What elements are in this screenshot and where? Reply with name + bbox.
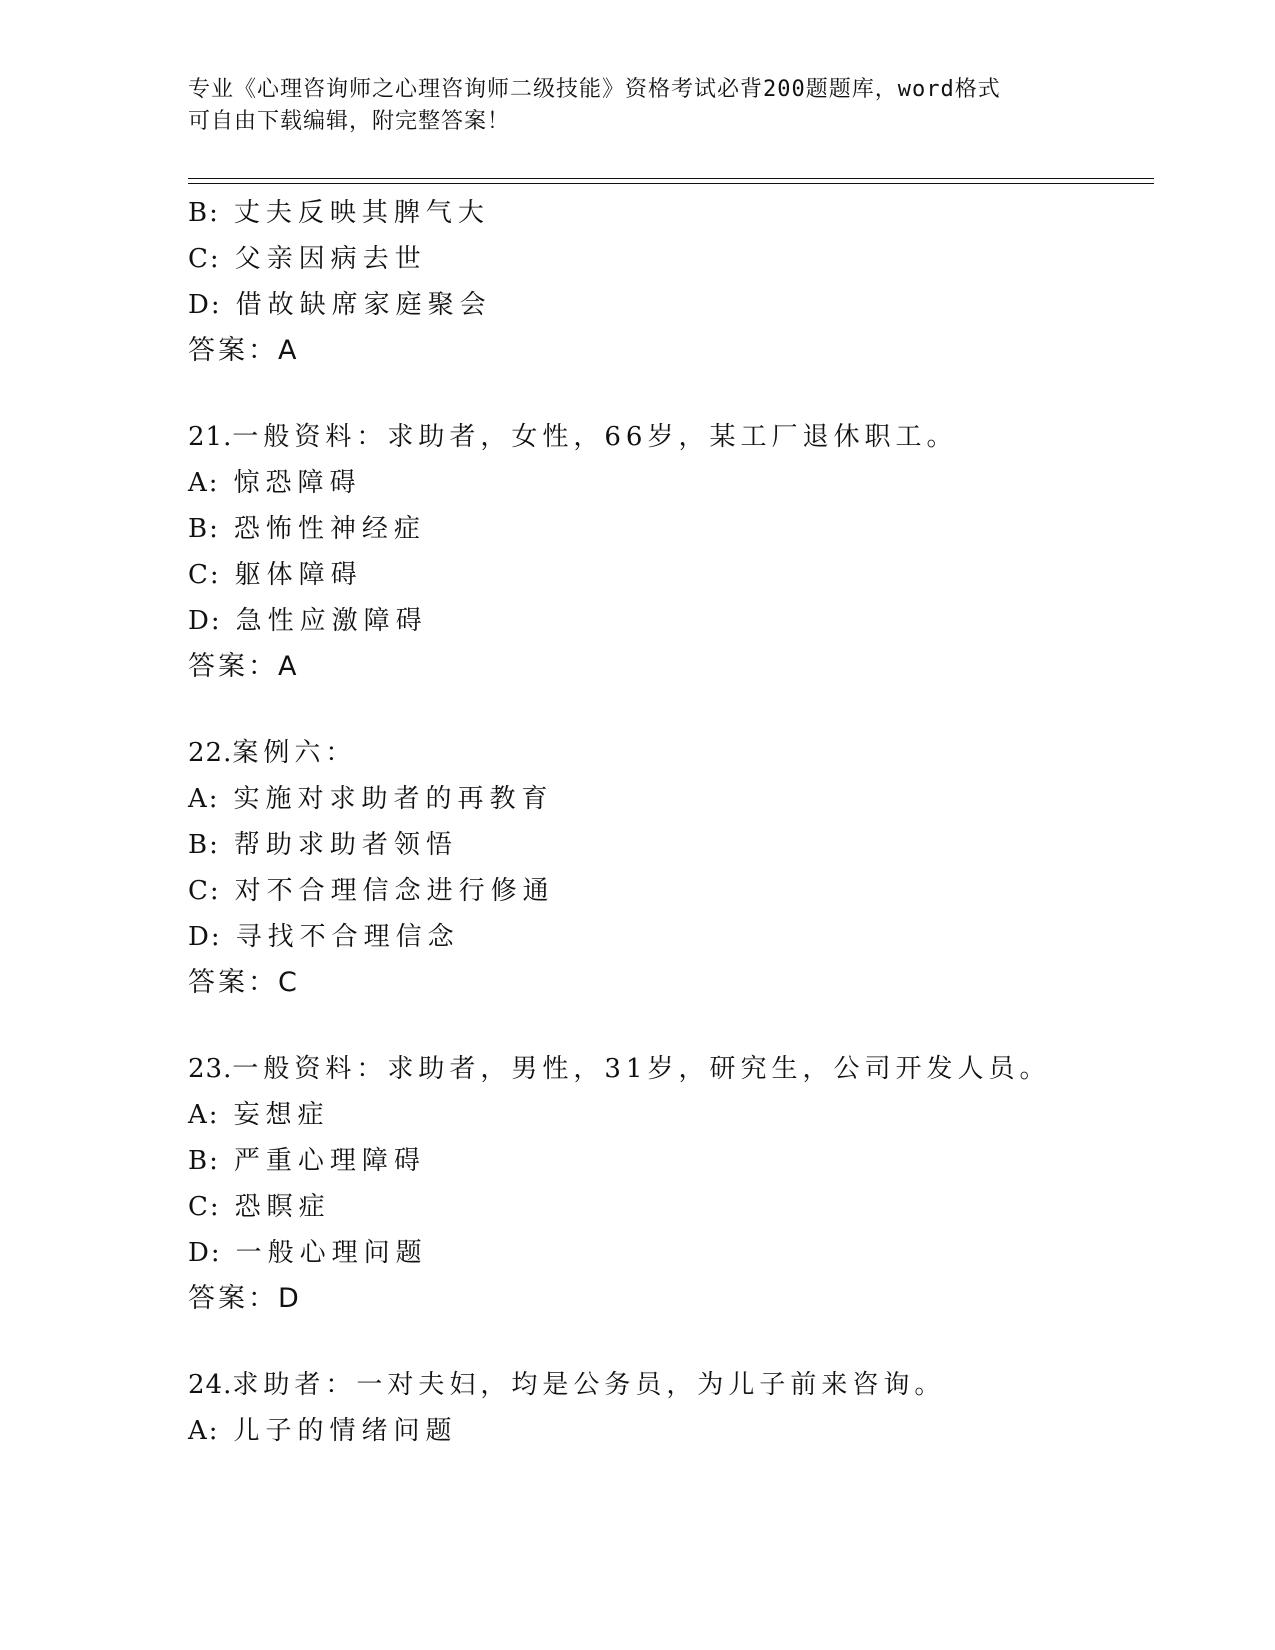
answer-line: 答案：C (188, 967, 300, 998)
question-stem: 21.一般资料：求助者，女性，66岁，某工厂退休职工。 (188, 422, 958, 452)
question-block-23 (188, 1046, 1154, 1322)
answer-line: 答案：A (188, 651, 300, 682)
question-stem: 24.求助者：一对夫妇，均是公务员，为儿子前来咨询。 (188, 1370, 946, 1400)
question-block-22 (188, 730, 1154, 1006)
option-c: C: 躯体障碍 (188, 560, 363, 590)
option-b: B: 恐怖性神经症 (188, 514, 426, 544)
option-c: C: 恐瞑症 (188, 1192, 331, 1222)
option-b: B: 丈夫反映其脾气大 (188, 198, 490, 228)
header-line-1: 专业《心理咨询师之心理咨询师二级技能》资格考试必背200题题库，word格式 (188, 77, 1001, 102)
option-a: A: 儿子的情绪问题 (188, 1416, 458, 1446)
question-block-prev (188, 190, 1154, 374)
option-d: D: 寻找不合理信念 (188, 922, 460, 952)
option-c: C: 父亲因病去世 (188, 244, 427, 274)
page-header (188, 74, 1088, 138)
question-stem: 22.案例六： (188, 738, 357, 768)
option-b: B: 帮助求助者领悟 (188, 830, 458, 860)
question-block-21 (188, 414, 1154, 690)
answer-line: 答案：A (188, 335, 300, 366)
header-line-2: 可自由下载编辑，附完整答案！ (188, 109, 511, 134)
option-d: D: 一般心理问题 (188, 1238, 428, 1268)
option-d: D: 借故缺席家庭聚会 (188, 290, 492, 320)
question-list (188, 190, 1154, 1454)
option-b: B: 严重心理障碍 (188, 1146, 426, 1176)
question-stem: 23.一般资料：求助者，男性，31岁，研究生，公司开发人员。 (188, 1054, 1051, 1084)
option-c: C: 对不合理信念进行修通 (188, 876, 555, 906)
header-divider-top (188, 178, 1154, 179)
option-a: A: 妄想症 (188, 1100, 330, 1130)
option-d: D: 急性应激障碍 (188, 606, 428, 636)
answer-line: 答案：D (188, 1283, 302, 1314)
option-a: A: 实施对求助者的再教育 (188, 784, 554, 814)
header-divider-bottom (188, 183, 1154, 184)
question-block-24 (188, 1362, 1154, 1454)
option-a: A: 惊恐障碍 (188, 468, 362, 498)
